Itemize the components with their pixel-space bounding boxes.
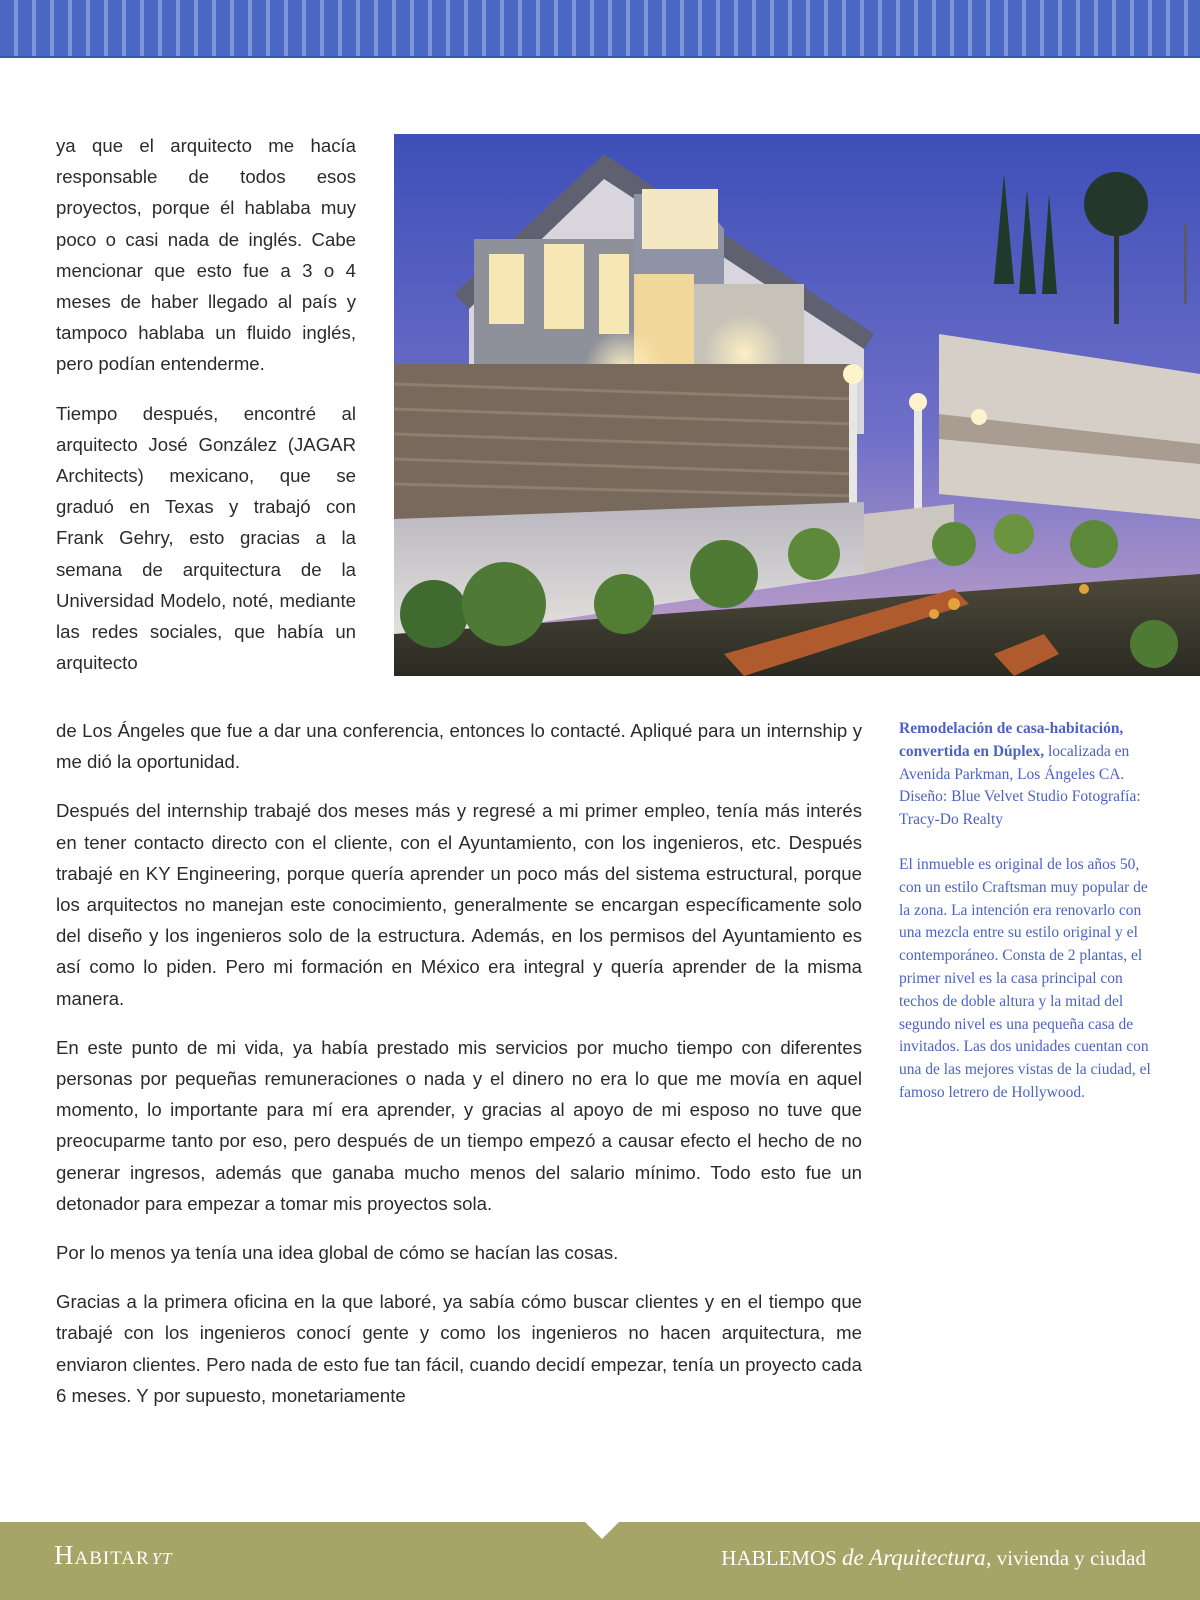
habitar-logo (54, 1540, 173, 1571)
footer-tagline (721, 1545, 1146, 1571)
paragraph: ya que el arquitecto me hacía responsable de todos esos proyectos, porque él hablaba muy poco o casi nada de inglés. Cabe mencionar que esto fue a 3 o 4 meses de haber llegado al país y tampoco hablaba un fluido inglés, pero podían entenderme. (56, 135, 356, 375)
caption-credits (899, 718, 1151, 832)
article-column-narrow (56, 130, 356, 696)
caption-title: Remodelación de casa-habitación, convertida en Dúplex, (899, 720, 1124, 760)
tagline-part: de (842, 1545, 864, 1570)
tagline-part: Arquitectura, (869, 1545, 992, 1570)
caption-description: El inmueble es original de los años 50, con un estilo Craftsman muy popular de la zona. La intención era renovarlo con una mezcla entre su estilo original y el contemporáneo. Consta de 2 plantas, el primer nivel es la casa principal con techos de doble altura y la mitad del segundo nivel es una pequeña casa de invitados. Las dos unidades cuentan con una de las mejores vistas de la ciudad, el famoso letrero de Hollywood. (899, 855, 1151, 1101)
paragraph: En este punto de mi vida, ya había prestado mis servicios por mucho tiempo con diferentes personas por pequeñas remuneraciones o nada y el dinero no era lo que me movía en aquel momento, lo importante para mí era aprender, y gracias al apoyo de mi esposo no tuve que preocuparme tanto por eso, pero después de un tiempo empezó a causar efecto el hecho de no generar ingresos, además que ganaba mucho menos del salario mínimo. Todo esto fue un detonador para empezar a tomar mis proyectos sola. (56, 1036, 862, 1214)
tagline-part: vivienda y ciudad (996, 1546, 1146, 1570)
article-column-wide (56, 715, 862, 1429)
footer-notch (582, 1519, 622, 1539)
house-photo (394, 134, 1200, 676)
paragraph: Gracias a la primera oficina en la que laboré, ya sabía cómo buscar clientes y en el tiempo que trabajé con los ingenieros conocí gente y como los ingenieros no hacen arquitectura, me enviaron clientes. Pero nada de esto fue tan fácil, cuando decidí empezar, tenía un proyecto cada 6 meses. Y por supuesto, monetariamente (56, 1291, 862, 1406)
paragraph: Después del internship trabajé dos meses más y regresé a mi primer empleo, tenía más interés en tener contacto directo con el cliente, con el Ayuntamiento, con los ingenieros, etc. Después trabajé en KY Engineering, porque quería aprender un poco más del sistema estructural, porque los arquitectos no manejan este conocimiento, generalmente se encargan específicamente solo del diseño y los ingenieros solo de la estructura. Además, en los permisos del Ayuntamiento es así como lo piden. Pero mi formación en México era integral y quería aprender de la misma manera. (56, 800, 862, 1009)
photo-caption (899, 718, 1151, 1127)
logo-text: Habitar (54, 1540, 150, 1570)
paragraph: Por lo menos ya tenía una idea global de cómo se hacían las cosas. (56, 1242, 619, 1264)
house-photo-illustration (394, 134, 1200, 676)
caption-details: localizada en Avenida Parkman, Los Ángeles CA. Diseño: Blue Velvet Studio Fotografía: Tracy-Do Realty (899, 742, 1141, 829)
tagline-part: HABLEMOS (721, 1546, 837, 1570)
header-band (0, 0, 1200, 58)
logo-mark: yt (151, 1544, 173, 1570)
paragraph: de Los Ángeles que fue a dar una conferencia, entonces lo contacté. Apliqué para un internship y me dió la oportunidad. (56, 720, 862, 773)
paragraph: Tiempo después, encontré al arquitecto José González (JAGAR Architects) mexicano, que se graduó en Texas y trabajó con Frank Gehry, esto gracias a la semana de arquitectura de la Universidad Modelo, noté, mediante las redes sociales, que había un arquitecto (56, 402, 356, 674)
